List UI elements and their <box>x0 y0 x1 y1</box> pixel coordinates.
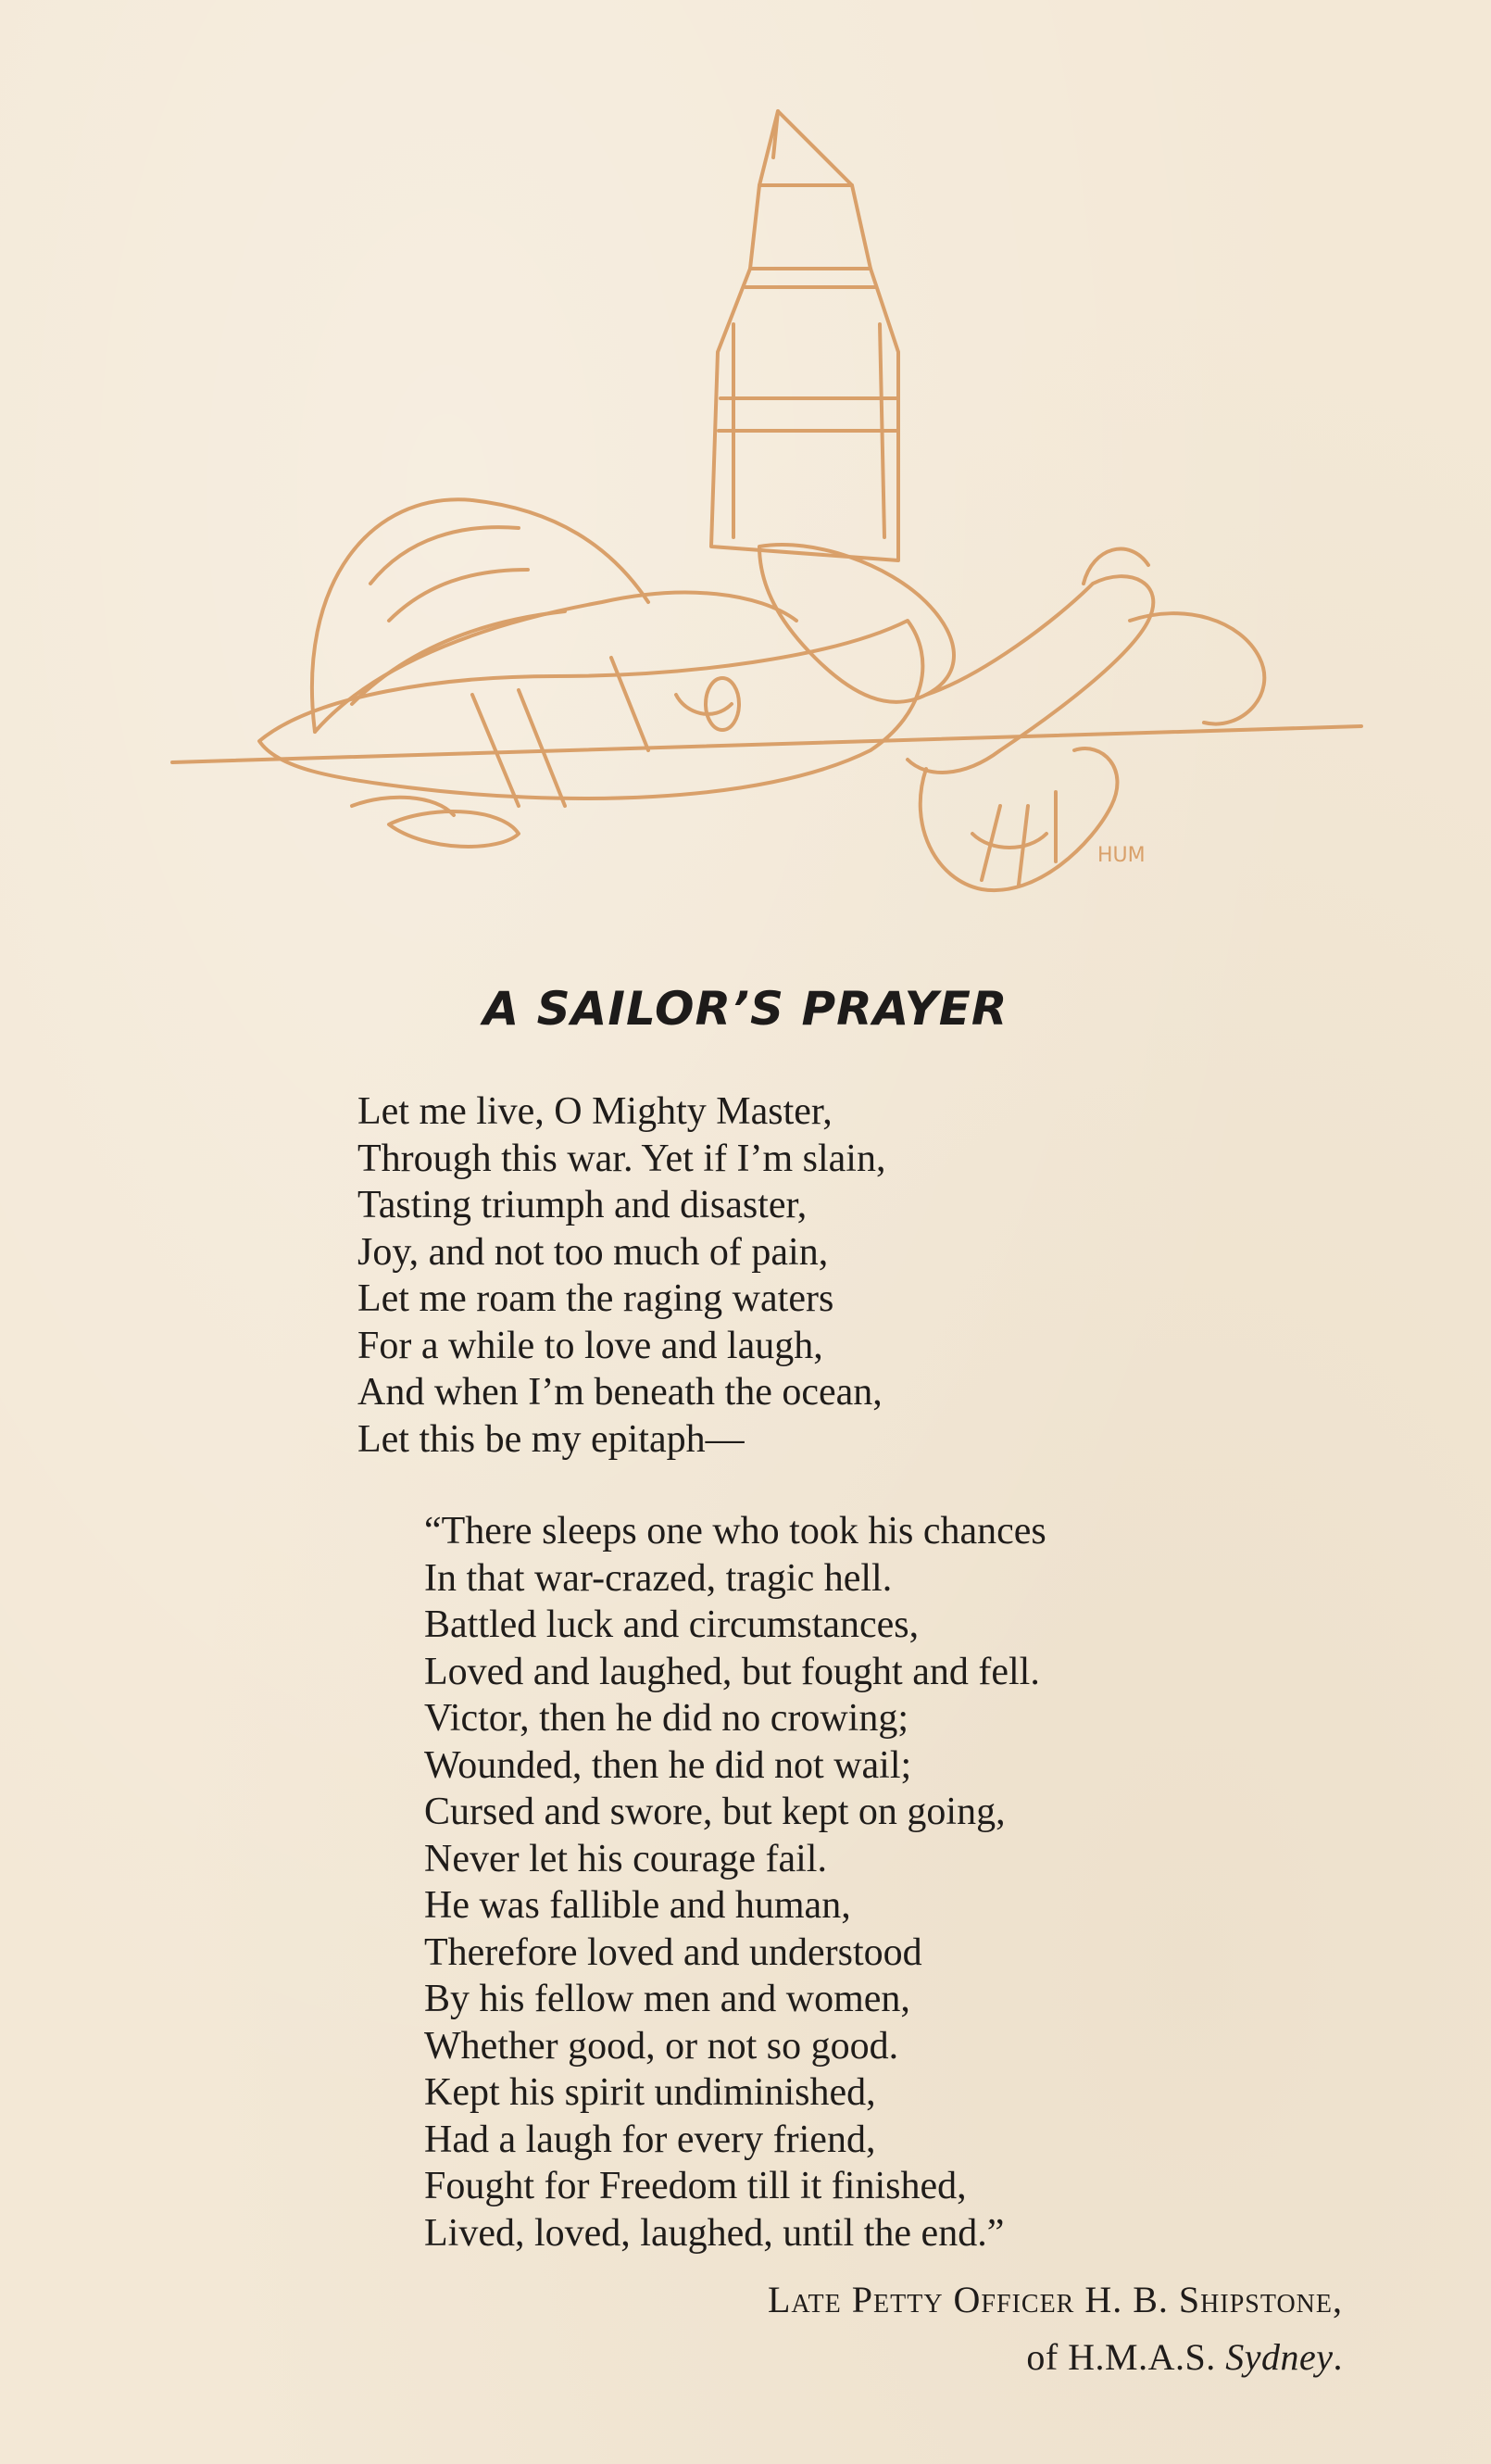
shell-drawing <box>711 111 898 560</box>
poem-line: For a while to love and laugh, <box>357 1324 823 1367</box>
poem-line: Loved and laughed, but fought and fell. <box>424 1650 1040 1693</box>
poem-line: Lived, loved, laughed, until the end.” <box>424 2211 1005 2255</box>
poem-line: Through this war. Yet if I’m slain, <box>357 1137 886 1180</box>
poem-line: Joy, and not too much of pain, <box>357 1230 829 1274</box>
poem-line: Therefore loved and understood <box>424 1930 922 1974</box>
poem-line: Let this be my epitaph— <box>357 1417 745 1461</box>
gloves-drawing <box>759 545 1264 890</box>
poem-line: And when I’m beneath the ocean, <box>357 1371 883 1414</box>
ground-line <box>172 726 1361 762</box>
poem-line: By his fellow men and women, <box>424 1978 910 2020</box>
attribution <box>768 2271 1343 2386</box>
poem-title: A SAILOR’S PRAYER <box>482 982 1009 1036</box>
poem-line: “There sleeps one who took his chances <box>424 1510 1046 1553</box>
poem-line: Whether good, or not so good. <box>424 2024 899 2068</box>
attribution-ship-line <box>768 2329 1343 2386</box>
poem-line: In that war-crazed, tragic hell. <box>424 1556 893 1600</box>
poem-line: Kept his spirit undiminished, <box>424 2071 876 2114</box>
attribution-ship-name: Sydney <box>1225 2336 1334 2378</box>
stanza-two <box>424 1508 1046 2257</box>
poem-line: Cursed and swore, but kept on going, <box>424 1791 1006 1833</box>
helmet-shell-gloves-illustration <box>167 102 1371 936</box>
illustration-signature: HUM <box>1097 844 1146 867</box>
poem-line: Fought for Freedom till it finished, <box>424 2165 967 2207</box>
poem-line: Wounded, then he did not wail; <box>424 1743 912 1787</box>
poem-line: Victor, then he did no crowing; <box>424 1697 909 1740</box>
helmet-drawing <box>312 499 796 732</box>
attribution-author: Late Petty Officer H. B. Shipstone, <box>768 2279 1343 2320</box>
poem-line: Never let his courage fail. <box>424 1837 827 1880</box>
poem-line: Had a laugh for every friend, <box>424 2118 876 2161</box>
poem-line: Let me roam the raging waters <box>357 1277 834 1320</box>
poem-line: He was fallible and human, <box>424 1884 851 1927</box>
stanza-one <box>357 1088 885 1463</box>
jacket-drawing <box>259 621 922 847</box>
attribution-ship-prefix: of H.M.A.S. <box>1026 2336 1226 2378</box>
attribution-ship-suffix: . <box>1333 2336 1343 2378</box>
poem-line: Tasting triumph and disaster, <box>357 1184 808 1226</box>
poem-line: Let me live, O Mighty Master, <box>357 1090 833 1133</box>
poem-line: Battled luck and circumstances, <box>424 1603 920 1646</box>
